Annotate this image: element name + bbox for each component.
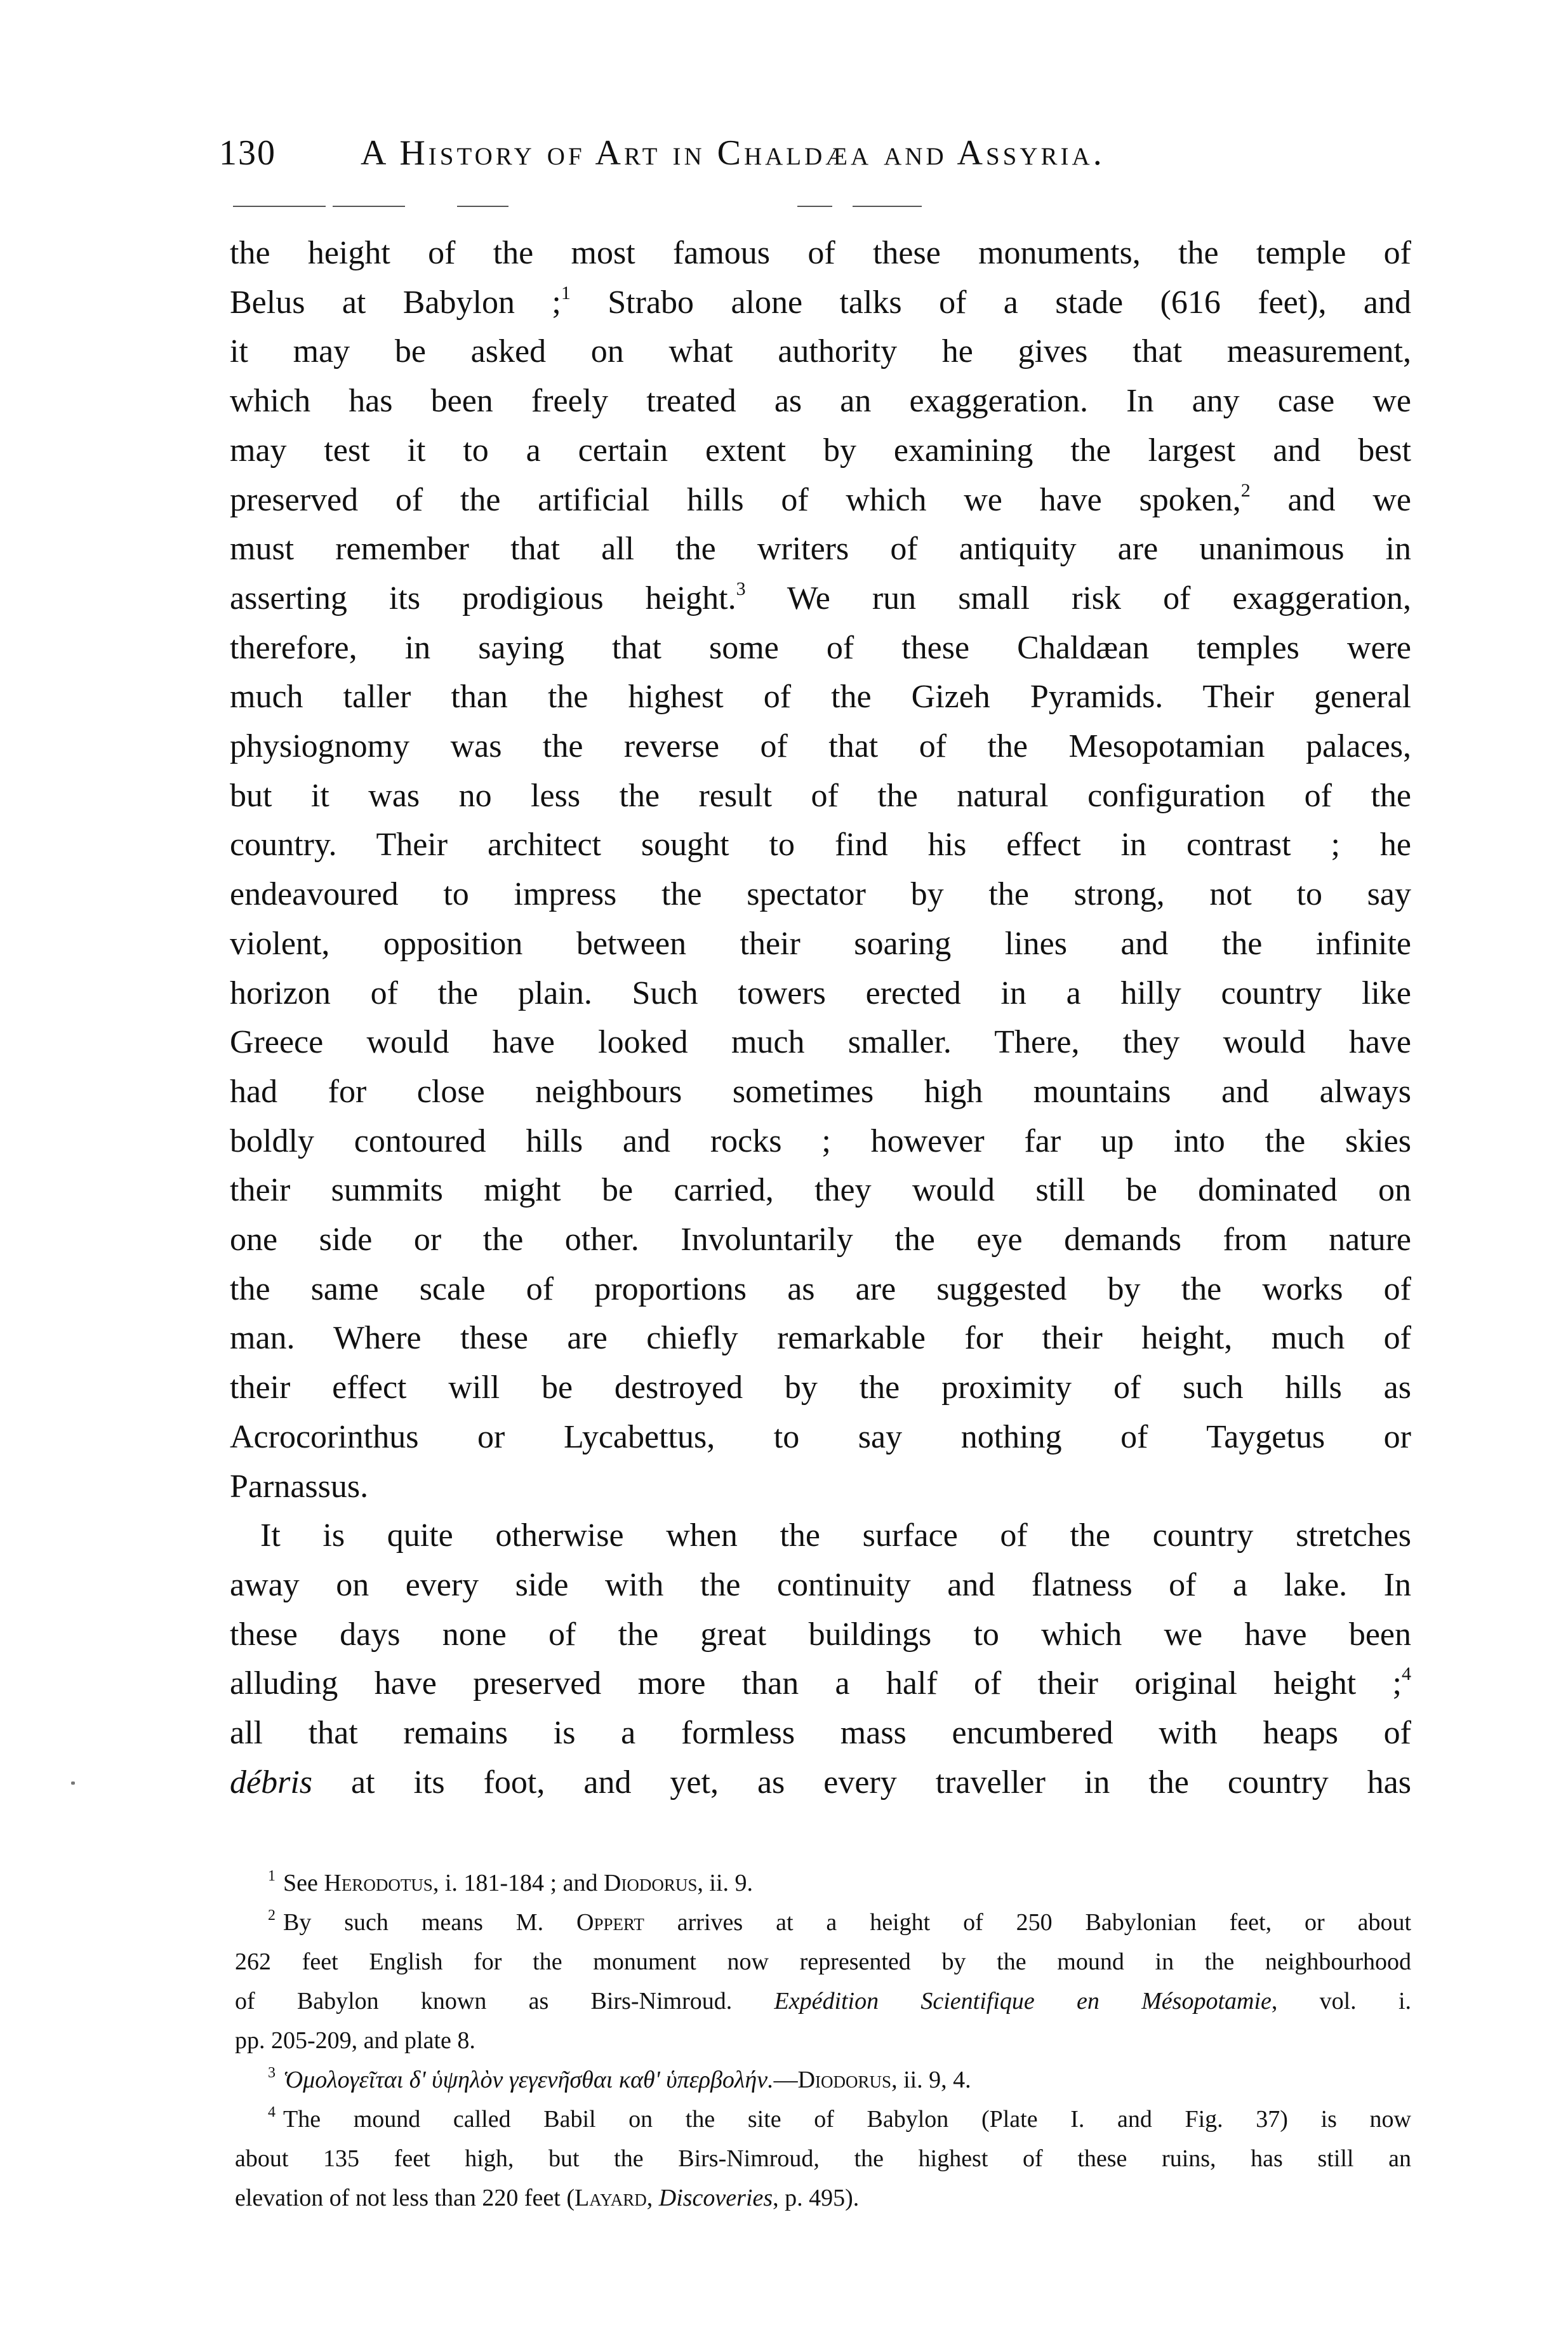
- text-line: [230, 1067, 1411, 1117]
- page-number: 130: [219, 133, 276, 173]
- footnote-number: 2: [268, 1907, 276, 1924]
- footnote-number: 4: [268, 2104, 276, 2121]
- text-line: [230, 1363, 1411, 1413]
- text-line: [230, 870, 1411, 919]
- text-line: [230, 229, 1411, 278]
- text-line: [230, 1758, 1411, 1808]
- text-line: [230, 327, 1411, 376]
- author-name: Diodorus: [603, 1870, 698, 1896]
- text-line: [230, 1462, 1411, 1512]
- text-run: at its foot, and yet, as every traveller in the country has: [312, 1764, 1411, 1801]
- text-run: all that remains is a formless mass encumbered with heaps of: [230, 1715, 1411, 1751]
- text-run: had for close neighbours sometimes high mountains and always: [230, 1073, 1411, 1110]
- footnote-number: 1: [268, 1868, 276, 1884]
- text-run: —: [773, 2067, 798, 2093]
- text-run: but it was no less the result of the natural configuration of the: [230, 777, 1411, 814]
- text-run: man. Where these are chiefly remarkable for their height, much of: [230, 1320, 1411, 1357]
- text-run: It is quite otherwise when the surface of the country stretches: [260, 1517, 1411, 1554]
- text-line: [230, 623, 1411, 673]
- text-line: [230, 771, 1411, 821]
- footnote-line: [235, 2178, 1411, 2218]
- header-rule-segment: [853, 206, 922, 207]
- footnote-reference: 1: [561, 282, 571, 303]
- text-line: [230, 1413, 1411, 1462]
- text-run: of Babylon known as Birs-Nimroud.: [235, 1988, 774, 2014]
- author-name: Herodotus: [324, 1870, 433, 1896]
- print-speck: [71, 1781, 75, 1785]
- text-run: Belus at Babylon ;: [230, 284, 561, 321]
- text-line: [230, 1561, 1411, 1610]
- running-title: A History of Art in Chaldæa and Assyria.: [361, 133, 1105, 173]
- text-run: may test it to a certain extent by examining the largest and best: [230, 432, 1411, 469]
- text-run: the same scale of proportions as are suggested by the works of: [230, 1270, 1411, 1307]
- text-run: these days none of the great buildings to which we have been: [230, 1616, 1411, 1653]
- text-run: The mound called Babil on the site of Babylon (Plate I. and Fig. 37) is now: [283, 2106, 1411, 2133]
- text-run: pp. 205-209, and plate 8.: [235, 2027, 475, 2054]
- text-line: [230, 524, 1411, 574]
- text-run: about 135 feet high, but the Birs-Nimroud, the highest of these ruins, has still an: [235, 2145, 1411, 2172]
- footnote-line: [235, 1942, 1411, 1981]
- text-line: [230, 1166, 1411, 1215]
- header-rule-segment: [797, 206, 832, 207]
- text-run: , i. 181-184 ; and: [432, 1870, 604, 1896]
- text-run: asserting its prodigious height.: [230, 580, 736, 616]
- footnote-line: [235, 1981, 1411, 2021]
- text-run: 262 feet English for the monument now represented by the mound in the neighbourhood: [235, 1948, 1411, 1975]
- footnote-number: 3: [268, 2065, 276, 2081]
- text-line: [230, 820, 1411, 870]
- text-line: [230, 919, 1411, 969]
- text-line: [230, 969, 1411, 1018]
- text-run: Acrocorinthus or Lycabettus, to say nothing of Taygetus or: [230, 1418, 1411, 1455]
- text-line: [230, 1511, 1411, 1561]
- author-name: Layard: [575, 2185, 647, 2211]
- italic-text: Discoveries: [658, 2185, 773, 2211]
- text-run: Parnassus.: [230, 1468, 369, 1505]
- text-line: [230, 278, 1411, 328]
- footnote-line: [235, 2060, 1411, 2100]
- text-run: horizon of the plain. Such towers erected in a hilly country like: [230, 975, 1411, 1011]
- text-run: it may be asked on what authority he gives that measurement,: [230, 333, 1411, 370]
- italic-text: Ὁμολογεῖται δ' ὑψηλὸν γεγενῆσθαι καθ' ὑπερβολήν.: [283, 2067, 774, 2093]
- footnote-line: [235, 2100, 1411, 2139]
- text-line: [230, 1215, 1411, 1265]
- text-run: violent, opposition between their soaring lines and the infinite: [230, 925, 1411, 962]
- text-line: [230, 1018, 1411, 1067]
- text-run: their effect will be destroyed by the proximity of such hills as: [230, 1369, 1411, 1406]
- text-run: alluding have preserved more than a half of their original height ;: [230, 1665, 1402, 1702]
- text-run: , ii. 9.: [697, 1870, 754, 1896]
- text-run: Strabo alone talks of a stade (616 feet), and: [570, 284, 1411, 321]
- text-run: much taller than the highest of the Gizeh Pyramids. Their general: [230, 679, 1411, 716]
- text-run: endeavoured to impress the spectator by the strong, not to say: [230, 876, 1411, 913]
- footnote-reference: 2: [1240, 479, 1251, 501]
- italic-text: Expédition Scientifique en Mésopotamie: [774, 1988, 1272, 2014]
- text-line: [230, 476, 1411, 525]
- author-name: Diodorus: [797, 2067, 892, 2093]
- text-run: , vol. i.: [1271, 1988, 1411, 2014]
- running-header: [219, 131, 1425, 182]
- text-line: [230, 672, 1411, 722]
- text-run: away on every side with the continuity and flatness of a lake. In: [230, 1566, 1411, 1603]
- text-line: [230, 1265, 1411, 1314]
- text-line: [230, 722, 1411, 771]
- text-run: physiognomy was the reverse of that of the Mesopotamian palaces,: [230, 728, 1411, 764]
- text-run: which has been freely treated as an exaggeration. In any case we: [230, 383, 1411, 420]
- text-run: elevation of not less than 220 feet (: [235, 2185, 575, 2211]
- text-run: and we: [1250, 481, 1411, 518]
- footnote-line: [235, 2139, 1411, 2178]
- text-line: [230, 376, 1411, 426]
- text-line: [230, 1708, 1411, 1758]
- text-line: [230, 1659, 1411, 1708]
- text-run: By such means M.: [283, 1909, 577, 1936]
- text-line: [230, 1117, 1411, 1166]
- text-run: See: [283, 1870, 324, 1896]
- text-line: [230, 1314, 1411, 1363]
- footnote-line: [235, 2021, 1411, 2060]
- footnote-line: [235, 1863, 1411, 1903]
- text-line: [230, 574, 1411, 623]
- text-run: boldly contoured hills and rocks ; however far up into the skies: [230, 1122, 1411, 1159]
- italic-text: débris: [230, 1764, 312, 1801]
- footnote-reference: 3: [736, 578, 746, 599]
- text-run: the height of the most famous of these monuments, the temple of: [230, 235, 1411, 271]
- header-rule-segment: [333, 206, 405, 207]
- text-run: arrives at a height of 250 Babylonian feet, or about: [644, 1909, 1411, 1936]
- text-run: , p. 495).: [773, 2185, 860, 2211]
- text-run: We run small risk of exaggeration,: [745, 580, 1411, 616]
- text-run: therefore, in saying that some of these Chaldæan temples were: [230, 629, 1411, 666]
- footnote-line: [235, 1903, 1411, 1942]
- text-run: , ii. 9, 4.: [891, 2067, 971, 2093]
- text-run: one side or the other. Involuntarily the eye demands from nature: [230, 1222, 1411, 1258]
- header-rule-segment: [233, 206, 326, 207]
- text-run: their summits might be carried, they would still be dominated on: [230, 1172, 1411, 1209]
- footnote-reference: 4: [1402, 1663, 1411, 1685]
- text-line: [230, 1610, 1411, 1660]
- header-rule-segment: [457, 206, 508, 207]
- text-run: preserved of the artificial hills of which we have spoken,: [230, 481, 1241, 518]
- text-line: [230, 426, 1411, 476]
- text-run: ,: [646, 2185, 659, 2211]
- text-run: country. Their architect sought to find his effect in contrast ; he: [230, 827, 1411, 863]
- text-run: Greece would have looked much smaller. There, they would have: [230, 1024, 1411, 1061]
- author-name: Oppert: [576, 1909, 644, 1936]
- text-run: must remember that all the writers of antiquity are unanimous in: [230, 531, 1411, 568]
